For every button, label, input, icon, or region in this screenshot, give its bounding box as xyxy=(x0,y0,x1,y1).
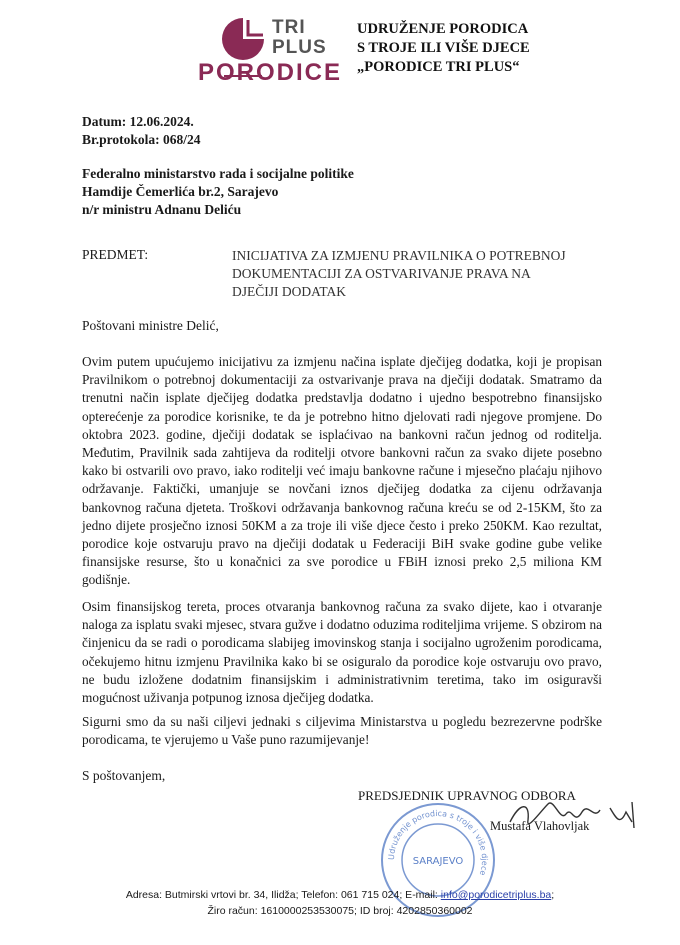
recipient-line-3: n/r ministru Adnanu Deliću xyxy=(82,202,242,217)
subject-line-1: INICIJATIVA ZA IZMJENU PRAVILNIKA O POTREBNOJ xyxy=(232,248,566,263)
document-date: Datum: 12.06.2024. xyxy=(82,114,194,129)
subject-line-2: DOKUMENTACIJI ZA OSTVARIVANJE PRAVA NA xyxy=(232,266,531,281)
greeting: Poštovani ministre Delić, xyxy=(82,318,219,333)
logo-text-tri: TRI xyxy=(272,17,306,38)
footer-address-text: Adresa: Butmirski vrtovi br. 34, Ilidža; Telefon: 061 715 024; E-mail: xyxy=(125,889,441,901)
footer-bank-info: Žiro račun: 1610000253530075; ID broj: 4202850360002 xyxy=(207,905,473,917)
subject-text xyxy=(232,247,602,301)
footer-email-link[interactable]: info@porodicetriplus.ba xyxy=(440,889,552,901)
logo-text-porodice: PORODICE xyxy=(198,59,343,86)
closing: S poštovanjem, xyxy=(82,768,166,783)
recipient-line-1: Federalno ministarstvo rada i socijalne politike xyxy=(82,166,354,181)
protocol-number: Br.protokola: 068/24 xyxy=(82,132,201,147)
document-meta xyxy=(82,113,201,149)
logo-text-plus: PLUS xyxy=(272,37,327,58)
organization-line-2: S TROJE ILI VIŠE DJECE xyxy=(357,40,530,56)
signatory-title: PREDSJEDNIK UPRAVNOG ODBORA xyxy=(358,788,576,803)
subject-label: PREDMET: xyxy=(82,247,149,262)
recipient-block xyxy=(82,165,354,219)
organization-line-3: „PORODICE TRI PLUS“ xyxy=(357,59,520,75)
footer-email-suffix: ; xyxy=(551,889,555,901)
body-paragraph-1: Ovim putem upućujemo inicijativu za izmjenu načina isplate dječijeg dodatka, koji je propisan Pravilnikom o potrebnoj dokumentaciji za ostvarivanje prava na dječiji dodatak. Smatramo da trenutni način isplate dječijeg dodatka predstavlja dodatno i ujedno bespotrebno finansijsko opterećenje za porodice korisnike, te da je potrebno hitno djelovati radi njegove promjene. Do oktobra 2023. godine, dječiji dodatak se isplaćivao na bankovni račun jednog od roditelja. Međutim, Pravilnik sada zahtijeva da roditelji otvore bankovni račun za svako dijete posebno kako bi ostvarili ovo pravo, iako roditelji već imaju bankovne račune i mjesečno plaćaju njihovo održavanje. Faktički, umanjuje se novčani iznos dječijeg dodatka za cijenu održavanja bankovnog računa djeteta. Troškovi održavanja bankovnog računa kreću se od 2-15KM, što za jedno dijete prosječno iznosi 50KM a za troje ili više djece često i preko 250KM. Kao rezultat, porodice koje ostvaruju pravo na dječiji dodatak u Federaciji BiH svake godine gube velike finansijske resurse, što u konačnici za sve porodice u FBiH iznosi preko 2,5 miliona KM godišnje. xyxy=(82,354,602,588)
organization-name xyxy=(357,20,530,77)
stamp-ring-text: Udruženje porodica s troje i više djece xyxy=(386,808,490,877)
body-paragraph-3: Sigurni smo da su naši ciljevi jednaki s ciljevima Ministarstva u pogledu bezrezervne podrške porodicama, te vjerujemo u Vaše puno razumijevanje! xyxy=(82,714,602,748)
signatory-name: Mustafa Vlahovljak xyxy=(490,819,590,833)
organization-line-1: UDRUŽENJE PORODICA xyxy=(357,21,529,37)
stamp-center-text: SARAJEVO xyxy=(412,856,464,867)
subject-line-3: DJEČIJI DODATAK xyxy=(232,284,347,299)
recipient-line-2: Hamdije Čemerlića br.2, Sarajevo xyxy=(82,184,279,199)
body-paragraph-2: Osim finansijskog tereta, proces otvaranja bankovnog računa za svako dijete, kao i otvaranje naloga za isplatu svaki mjesec, stvara gužve i dodatno oduzima roditeljima vrijeme. S obzirom na činjenicu da se radi o porodicama slabijeg imovinskog stanja i socijalno ugroženim porodicama, očekujemo hitnu izmjenu Pravilnika kako bi se osiguralo da porodice koje ostvaruju ovo pravo, ne budu izložene dodatnim finansijskim i administrativnim teretima, tako im osiguravši mogućnost uživanja potpunog iznosa dječijeg dodatka. xyxy=(82,599,602,706)
footer-address xyxy=(0,889,680,901)
